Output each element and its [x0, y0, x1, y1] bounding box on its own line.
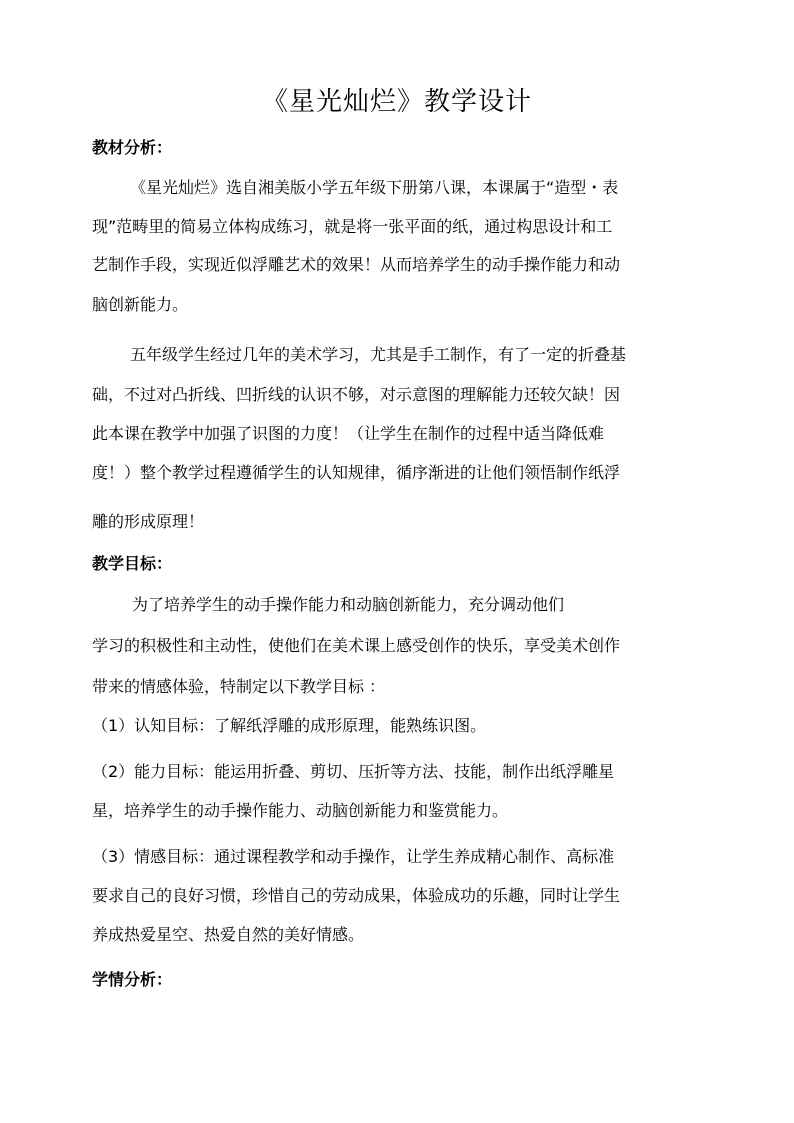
paragraph-line: 脑创新能力。 [92, 295, 189, 314]
page-title: 《星光灿烂》教学设计 [261, 87, 532, 117]
section-heading-material: 教材分析： [92, 138, 173, 157]
paragraph-line: 带来的情感体验，特制定以下教学目标 ： [92, 677, 386, 696]
section-heading-goals: 教学目标： [92, 554, 173, 573]
section-heading-students: 学情分析： [92, 970, 173, 989]
paragraph-line: 雕的形成原理！ [92, 512, 205, 531]
paragraph-line: 艺制作手段，实现近似浮雕艺术的效果！从而培养学生的动手操作能力和动 [92, 255, 621, 274]
goal-item: （1）认知目标：了解纸浮雕的成形原理，能熟练识图。 [92, 716, 487, 735]
paragraph-line: 度！）整个教学过程遵循学生的认知规律，循序渐进的让他们领悟制作纸浮 [92, 463, 621, 482]
paragraph-line: 学习的积极性和主动性，使他们在美术课上感受创作的快乐，享受美术创作 [92, 636, 621, 655]
paragraph-line: 《星光灿烂》选自湘美版小学五年级下册第八课，本课属于“造型・表 [130, 178, 619, 197]
goal-item: （2）能力目标：能运用折叠、剪切、压折等方法、技能，制作出纸浮雕星 [92, 762, 615, 781]
goal-item: 要求自己的良好习惯，珍惜自己的劳动成果，体验成功的乐趣，同时让学生 [92, 886, 621, 905]
paragraph-line: 此本课在教学中加强了识图的力度！（让学生在制作的过程中适当降低难 [92, 424, 605, 443]
goal-item: 养成热爱星空、热爱自然的美好情感。 [92, 925, 365, 944]
paragraph-line: 础，不过对凸折线、凹折线的认识不够，对示意图的理解能力还较欠缺！因 [92, 385, 621, 404]
paragraph-line: 五年级学生经过几年的美术学习，尤其是手工制作，有了一定的折叠基 [130, 345, 627, 364]
goal-item: （3）情感目标：通过课程教学和动手操作，让学生养成精心制作、高标准 [92, 847, 615, 866]
paragraph-line: 现”范畴里的简易立体构成练习，就是将一张平面的纸，通过构思设计和工 [92, 217, 613, 236]
paragraph-line: 为了培养学生的动手操作能力和动脑创新能力，充分调动他们 [132, 595, 565, 614]
goal-item: 星，培养学生的动手操作能力、动脑创新能力和鉴赏能力。 [92, 801, 509, 820]
